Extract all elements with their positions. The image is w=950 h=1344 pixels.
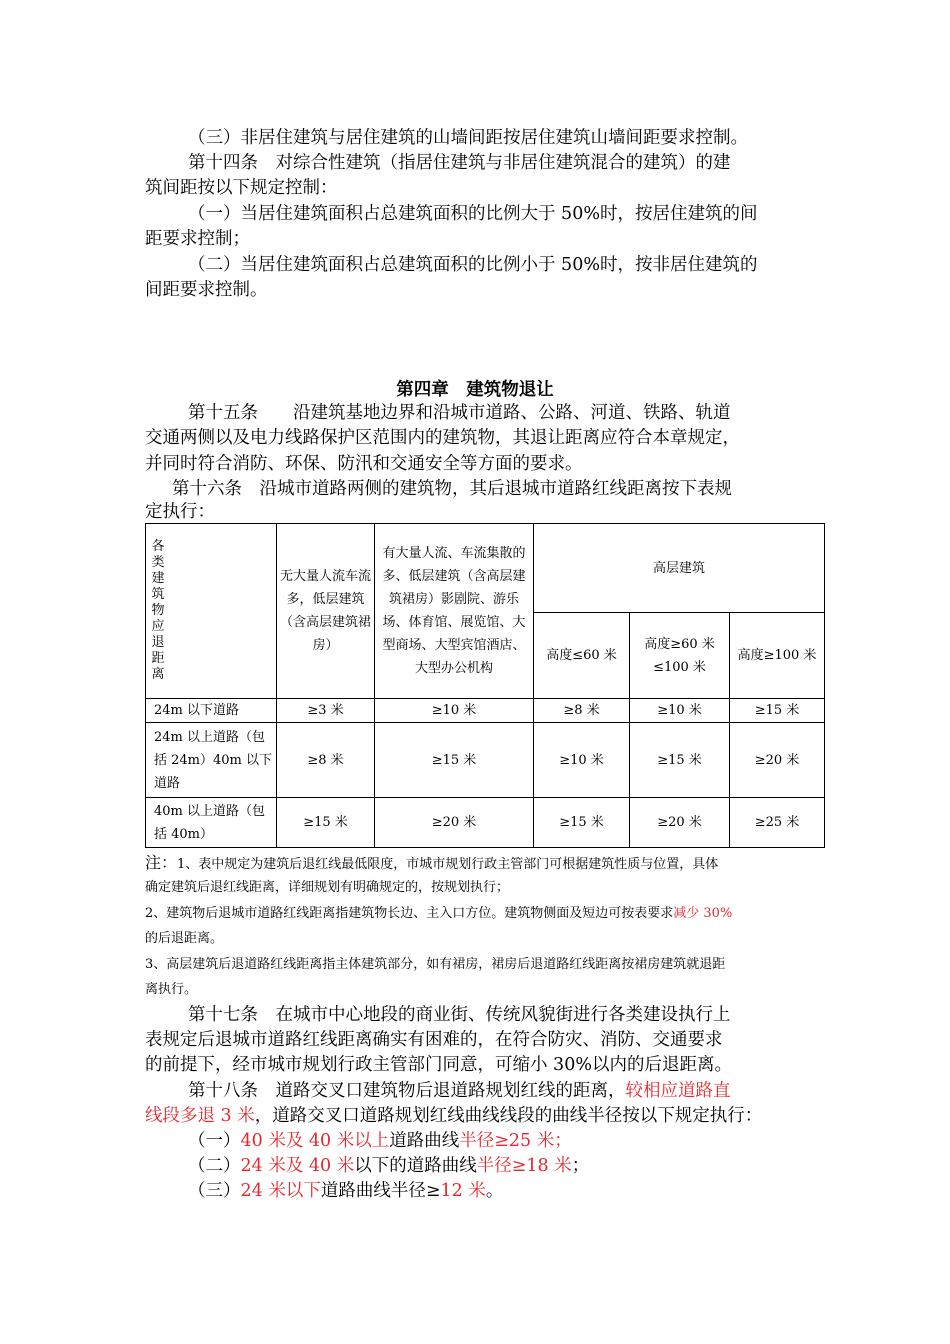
table-row [146, 723, 825, 798]
article-18-item1: （一）40 米及 40 米以上道路曲线半径≥25 米； [188, 1131, 572, 1151]
setback-table [145, 523, 825, 848]
value-cell: ≥10 米 [630, 699, 730, 723]
road-type-cell: 40m 以上道路（包括 40m） [146, 798, 277, 848]
header-low-traffic: 无大量人流车流多，低层建筑（含高层建筑裙房） [277, 524, 375, 699]
value-cell: ≥15 米 [375, 723, 534, 798]
para-clause-3: （三）非居住建筑与居住建筑的山墙间距按居住建筑山墙间距要求控制。 [188, 128, 748, 148]
article-14-item1-line1: （一）当居住建筑面积占总建筑面积的比例大于 50%时，按居住建筑的间 [188, 204, 758, 224]
value-cell: ≥25 米 [730, 798, 825, 848]
article-14-item2-line1: （二）当居住建筑面积占总建筑面积的比例小于 50%时，按非居住建筑的 [188, 255, 758, 275]
header-high-traffic: 有大量人流、车流集散的多、低层建筑（含高层建筑裙房）影剧院、游乐场、体育馆、展览馆、大型商场、大型宾馆酒店、大型办公机构 [375, 524, 534, 699]
header-high-rise: 高层建筑 [534, 524, 825, 613]
note-prefix: 注： [145, 853, 178, 872]
header-height-60: 高度≤60 米 [534, 613, 630, 699]
article-17-line2: 表规定后退城市道路红线距离确实有困难的，在符合防灾、消防、交通要求 [145, 1030, 723, 1050]
value-cell: ≥10 米 [534, 723, 630, 798]
value-cell: ≥8 米 [277, 723, 375, 798]
table-row [146, 699, 825, 723]
article-18-item2: （二）24 米及 40 米以下的道路曲线半径≥18 米； [188, 1156, 590, 1176]
article-14-item2-line2: 间距要求控制。 [145, 280, 268, 300]
value-cell: ≥15 米 [277, 798, 375, 848]
article-14-item1-line2: 距要求控制； [145, 229, 250, 249]
article-15-line3: 并同时符合消防、环保、防汛和交通安全等方面的要求。 [145, 454, 583, 474]
value-cell: ≥10 米 [375, 699, 534, 723]
table-corner-header: 各类建筑物应退距离 [146, 524, 277, 699]
article-17-line3: 的前提下，经市城市规划行政主管部门同意，可缩小 30%以内的后退距离。 [145, 1055, 732, 1075]
road-type-cell: 24m 以上道路（包括 24m）40m 以下道路 [146, 723, 277, 798]
article-18-line2: 线段多退 3 米，道路交叉口道路规划红线曲线线段的曲线半径按以下规定执行： [145, 1106, 763, 1126]
article-17-line1: 第十七条 在城市中心地段的商业街、传统风貌街进行各类建设执行上 [188, 1005, 731, 1025]
note-2-line1: 2、建筑物后退城市道路红线距离指建筑物长边、主入口方位。建筑物侧面及短边可按表要求减少 30% [145, 906, 733, 921]
value-cell: ≥15 米 [534, 798, 630, 848]
road-type-cell: 24m 以下道路 [146, 699, 277, 723]
value-cell: ≥20 米 [630, 798, 730, 848]
note-1-line1: 注：1、表中规定为建筑后退红线最低限度，市城市规划行政主管部门可根据建筑性质与位置，具体 [145, 853, 719, 872]
header-height-60-100: 高度≥60 米 ≤100 米 [630, 613, 730, 699]
article-18-item3: （三）24 米以下道路曲线半径≥12 米。 [188, 1181, 504, 1201]
header-height-100: 高度≥100 米 [730, 613, 825, 699]
note-2-highlight: 减少 30% [673, 906, 733, 921]
table-row [146, 798, 825, 848]
article-14-line2: 筑间距按以下规定控制： [145, 178, 338, 198]
article-15-line1: 第十五条 沿建筑基地边界和沿城市道路、公路、河道、铁路、轨道 [188, 403, 731, 423]
article-15-line2: 交通两侧以及电力线路保护区范围内的建筑物，其退让距离应符合本章规定， [145, 428, 740, 448]
value-cell: ≥15 米 [630, 723, 730, 798]
note-2-line2: 的后退距离。 [145, 931, 224, 946]
note-3-line2: 离执行。 [145, 982, 198, 997]
chapter-title: 第四章 建筑物退让 [396, 380, 554, 400]
note-1-line2: 确定建筑后退红线距离，详细规划有明确规定的，按规划执行； [145, 880, 510, 895]
value-cell: ≥20 米 [375, 798, 534, 848]
value-cell: ≥8 米 [534, 699, 630, 723]
value-cell: ≥20 米 [730, 723, 825, 798]
article-16-line2: 定执行： [145, 502, 215, 522]
article-18-line1: 第十八条 道路交叉口建筑物后退道路规划红线的距离，较相应道路直 [188, 1081, 731, 1101]
note-3-line1: 3、高层建筑后退道路红线距离指主体建筑部分，如有裙房，裙房后退道路红线距离按裙房建筑就退距 [145, 957, 726, 972]
value-cell: ≥15 米 [730, 699, 825, 723]
value-cell: ≥3 米 [277, 699, 375, 723]
article-16-line1: 第十六条 沿城市道路两侧的建筑物，其后退城市道路红线距离按下表规 [172, 479, 732, 499]
article-14-line1: 第十四条 对综合性建筑（指居住建筑与非居住建筑混合的建筑）的建 [188, 153, 731, 173]
